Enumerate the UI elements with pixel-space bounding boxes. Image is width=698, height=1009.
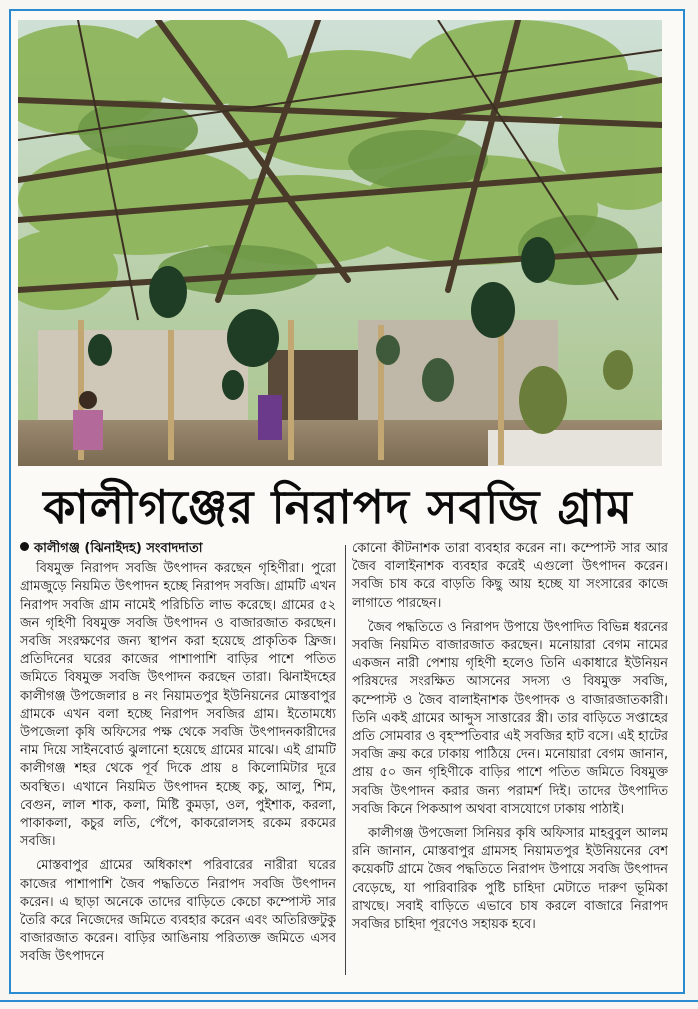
paragraph: কোনো কীটনাশক তারা ব্যবহার করেন না। কম্পোস্ট সার আর জৈব বালাইনাশক ব্যবহার করেই এগুলো উৎপাদন করেন। সবজি চাষ করে বাড়তি কিছু আয় হচ্ছে যা সংসারের কাজে লাগাতে পারছেন। bbox=[352, 541, 668, 611]
byline bbox=[20, 540, 336, 558]
article-photo bbox=[18, 20, 662, 466]
bottom-rule bbox=[0, 1000, 698, 1002]
paragraph: বিষমুক্ত নিরাপদ সবজি উৎপাদন করছেন গৃহিণীরা। পুরো গ্রামজুড়ে নিয়মিত উৎপাদন হচ্ছে নিরাপদ সবজি। গ্রামটি এখন নিরাপদ সবজি গ্রাম নামেই পরিচিতি লাভ করেছে। গ্রামের ৫২ জন গৃহিণী বিষমুক্ত সবজি উৎপাদন ও বাজারজাত করছেন। সবজি সংরক্ষণের জন্য স্থাপন করা হয়েছে প্রাকৃতিক ফ্রিজ। প্রতিদিনের ঘরের কাজের পাশাপাশি বাড়ির পাশে পতিত জমিতে বিষমুক্ত সবজি উৎপাদন করছেন তারা। ঝিনাইদহের কালীগঞ্জ উপজেলার ৪ নং নিয়ামতপুর ইউনিয়নের মোস্তবাপুর গ্রামকে এখন বলা হচ্ছে নিরাপদ সবজির গ্রাম। ইতোমধ্যে উপজেলা কৃষি অফিসের পক্ষ থেকে সবজি উৎপাদনকারীদের নাম দিয়ে সাইনবোর্ড ঝুলানো হয়েছে গ্রামের মাঝে। এই গ্রামটি কালীগঞ্জ শহর থেকে পূর্ব দিকে প্রায় ৪ কিলোমিটার দূরে অবস্থিত। এখানে নিয়মিত উৎপাদন হচ্ছে কচু, আলু, শিম, বেগুন, লাল শাক, কলা, মিষ্টি কুমড়া, ওল, পুইশাক, করলা, পাকাকলা, কচুর লতি, পেঁপে, কাকরোলসহ রকেম রকমের সবজি। bbox=[20, 561, 336, 850]
article-column-left bbox=[20, 540, 336, 980]
article-column-right bbox=[352, 540, 668, 980]
paragraph: কালীগঞ্জ উপজেলা সিনিয়র কৃষি অফিসার মাহবুবুল আলম রনি জানান, মোস্তবাপুর গ্রামসহ নিয়ামতপুর ইউনিয়নের বেশ কয়েকটি গ্রামে জৈব পদ্ধতিতে নিরাপদ উপায়ে সবজি উৎপাদন বেড়েছে, যা পারিবারিক পুষ্টি চাহিদা মেটাতে দারুণ ভূমিকা রাখছে। সবাই বাড়িতে এভাবে চাষ করলে বাজারে নিরাপদ সবজির চাহিদা পূরণেও সহায়ক হবে। bbox=[352, 826, 668, 933]
paragraph: জৈব পদ্ধতিতে ও নিরাপদ উপায়ে উৎপাদিত বিভিন্ন ধরনের সবজি নিয়মিত বাজারজাত করছেন। মনোয়ারা বেগম নামের একজন নারী পেশায় গৃহিণী হলেও তিনি একাধারে ইউনিয়ন পরিষদের সংরক্ষিত আসনের সদস্য ও বিষমুক্ত সবজি, কম্পোস্ট ও জৈব বালাইনাশক উৎপাদক ও বাজারজাতকারী। তিনি একই গ্রামের আব্দুস সাত্তারের স্ত্রী। তার বাড়িতে সপ্তাহের প্রতি সোমবার ও বৃহস্পতিবার এই সবজির হাট বসে। এই হাটের সবজি ক্রয় করে ঢাকায় পাঠিয়ে দেন। মনোয়ারা বেগম জানান, প্রায় ৫০ জন গৃহিণীকে বাড়ির পাশে পতিত জমিতে বিষমুক্ত সবজি উৎপাদন করার জন্য পরামর্শ দিই। তাদের উৎপাদিত সবজি কিনে পিকআপ অথবা বাসযোগে ঢাকায় পাঠাই। bbox=[352, 619, 668, 817]
headline: কালীগঞ্জের নিরাপদ সবজি গ্রাম bbox=[43, 480, 633, 534]
paragraph: মোস্তবাপুর গ্রামের অধিকাংশ পরিবারের নারীরা ঘরের কাজের পাশাপাশি জৈব পদ্ধতিতে নিরাপদ সবজি উৎপাদন করেন। এ ছাড়া অনেকে তাদের বাড়িতে কেচো কম্পোস্ট সার তৈরি করে নিজেদের জমিতে ব্যবহার করেন এবং অতিরিক্তটুকু বাজারজাত করেন। বাড়ির আঙিনায় পরিত্যক্ত জমিতে এসব সবজি উৎপাদনে bbox=[20, 858, 336, 965]
byline-text: কালীগঞ্জ (ঝিনাইদহ) সংবাদদাতা bbox=[34, 541, 203, 556]
bullet-icon bbox=[20, 542, 29, 551]
vegetable-scaffold-image bbox=[18, 20, 662, 466]
column-divider bbox=[345, 545, 346, 975]
